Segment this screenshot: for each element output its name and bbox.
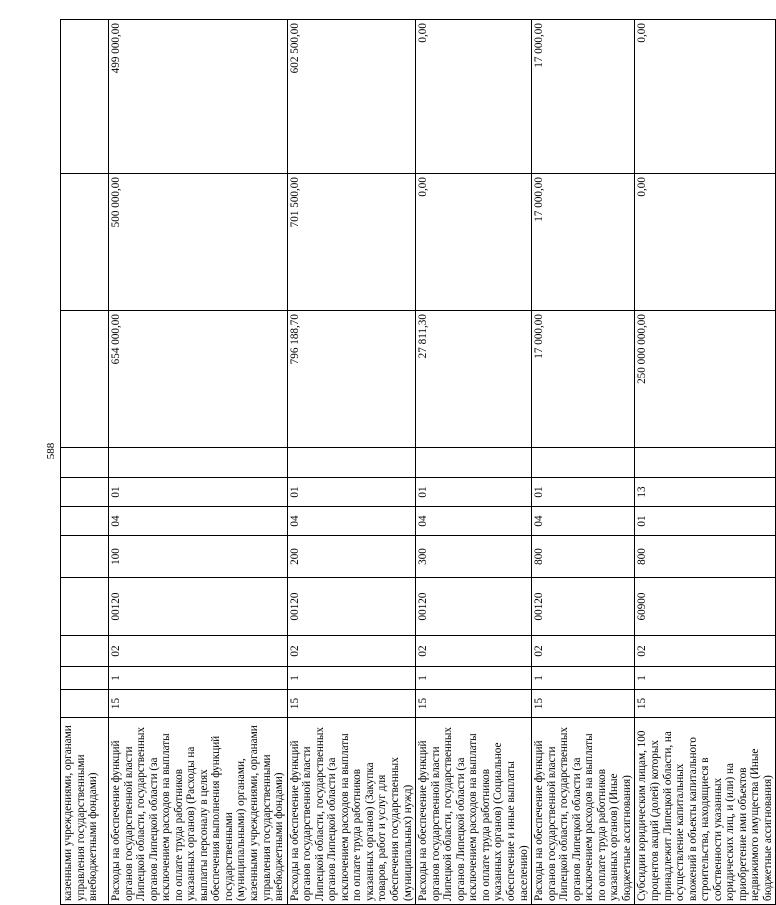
row-code-4: 00120 [287,578,415,636]
row-code-5: 800 [532,536,635,578]
row-code-2: 1 [635,667,776,690]
row-code-6: 04 [532,507,635,536]
row-name: Расходы на обеспечение функций органов государственной власти Липецкой области, государственных органов Липецкой области (за исключением расходов на выплаты по оплате труда работников указанных органов) (Иные бюджетные ассигнования) [532,718,635,905]
row-value-3: 0,00 [635,20,776,174]
row-code-5: 100 [109,536,288,578]
row-code-7: 01 [287,478,415,507]
page-number: 588 [45,442,57,460]
row-name: Расходы на обеспечение функций органов государственной власти Липецкой области, государственных органов Липецкой области (за исключением расходов на выплаты по оплате труда работников указанных органов) (Закупка товаров, работ и услуг для обеспечения государственных (муниципальных) нужд) [287,718,415,905]
row-code-8 [109,448,288,478]
row-code-8 [532,448,635,478]
row-code-5: 200 [287,536,415,578]
row-name: Расходы на обеспечение функций органов государственной власти Липецкой области, государственных органов Липецкой области (за исключением расходов на выплаты по оплате труда работников указанных органов) (Социальное обеспечение и иные выплаты населению) [416,718,532,905]
row-value-2 [61,174,109,311]
row-code-3: 02 [416,636,532,667]
row-code-8 [61,448,109,478]
table-row [416,20,532,905]
row-value-1: 250 000 000,00 [635,311,776,448]
row-code-2: 1 [532,667,635,690]
row-code-3: 02 [109,636,288,667]
row-code-3: 02 [635,636,776,667]
row-code-6: 04 [287,507,415,536]
row-value-1: 654 000,00 [109,311,288,448]
row-code-3: 02 [287,636,415,667]
row-code-6 [61,507,109,536]
row-code-6: 04 [109,507,288,536]
row-code-3: 02 [532,636,635,667]
row-code-1: 15 [635,690,776,718]
row-code-7 [61,478,109,507]
row-value-1 [61,311,109,448]
rotated-table-container [60,23,774,905]
budget-table [60,19,776,905]
row-code-4: 60900 [635,578,776,636]
table-row [287,20,415,905]
row-code-4: 00120 [532,578,635,636]
row-value-3: 499 000,00 [109,20,288,174]
row-code-1 [61,690,109,718]
row-code-2: 1 [416,667,532,690]
row-code-4 [61,578,109,636]
row-code-7: 01 [532,478,635,507]
row-value-3: 0,00 [416,20,532,174]
row-code-1: 15 [416,690,532,718]
table-row [532,20,635,905]
row-code-1: 15 [109,690,288,718]
row-code-5: 800 [635,536,776,578]
row-code-4: 00120 [416,578,532,636]
row-code-4: 00120 [109,578,288,636]
row-value-3: 602 500,00 [287,20,415,174]
row-code-1: 15 [532,690,635,718]
row-name: казенными учреждениями, органами управления государственными внебюджетными фондами) [61,718,109,905]
row-code-8 [635,448,776,478]
row-code-2 [61,667,109,690]
row-code-6: 04 [416,507,532,536]
row-value-1: 796 188,70 [287,311,415,448]
row-code-6: 01 [635,507,776,536]
table-row [109,20,288,905]
row-value-2: 500 000,00 [109,174,288,311]
row-code-5: 300 [416,536,532,578]
row-value-2: 17 000,00 [532,174,635,311]
row-value-2: 701 500,00 [287,174,415,311]
row-code-2: 1 [287,667,415,690]
row-code-7: 01 [416,478,532,507]
row-value-3: 17 000,00 [532,20,635,174]
row-code-8 [287,448,415,478]
row-value-2: 0,00 [416,174,532,311]
row-name: Расходы на обеспечение функций органов государственной власти Липецкой области, государственных органов Липецкой области (за исключением расходов на выплаты по оплате труда работников указанных органов) (Расходы на выплаты персоналу в целях обеспечения выполнения функций государственными (муниципальными) органами, казенными учреждениями, органами управления государственными внебюджетными фондами) [109,718,288,905]
row-value-3 [61,20,109,174]
table-row [61,20,109,905]
row-code-7: 01 [109,478,288,507]
row-code-7: 13 [635,478,776,507]
row-code-5 [61,536,109,578]
row-name: Субсидии юридическим лицам, 100 процентов акций (долей) которых принадлежит Липецкой области, на осуществление капитальных вложений в объекты капитального строительства, находящиеся в собственности указанных юридических лиц, и (или) на приобретение ими объектов недвижимого имущества (Иные бюджетные ассигнования) [635,718,776,905]
row-value-1: 17 000,00 [532,311,635,448]
row-code-3 [61,636,109,667]
row-value-2: 0,00 [635,174,776,311]
row-code-1: 15 [287,690,415,718]
row-value-1: 27 811,30 [416,311,532,448]
table-row [635,20,776,905]
row-code-8 [416,448,532,478]
row-code-2: 1 [109,667,288,690]
